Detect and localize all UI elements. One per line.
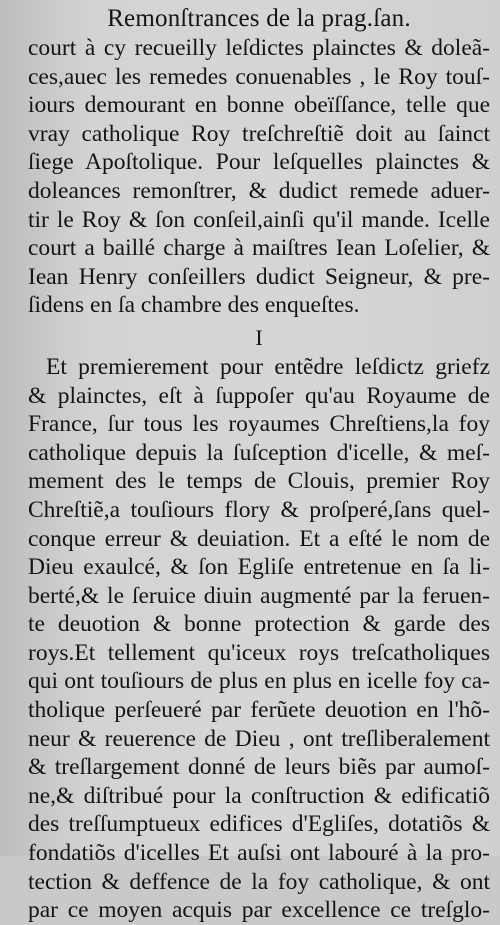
text-line: ſidens en ſa chambre des enqueſtes. — [28, 292, 360, 319]
text-line: mement des le temps de Clouis, premier Roy — [28, 468, 490, 495]
text-line: Dieu exaulcé, & ſon Egliſe entretenue en ſa li- — [28, 554, 490, 581]
text-line: tir le Roy & ſon conſeil,ainſi qu'il mande. Icelle — [28, 206, 490, 233]
section-number: I — [255, 324, 263, 350]
text-line: ne,& diſtribué pour la conſtruction & edificatiõ — [28, 782, 490, 809]
text-line: des treſſumptueux edifices d'Egliſes, dotatiõs & — [28, 811, 490, 838]
text-line: roys.Et tellement qu'iceux roys treſcatholiques — [28, 639, 490, 666]
text-line: Iean Henry conſeillers dudict Seigneur, & pre- — [28, 263, 490, 290]
text-line: qui ont touſiours de plus en plus en icelle foy ca- — [28, 668, 490, 695]
text-line: tection & deffence de la foy catholique, & ont — [28, 868, 490, 895]
text-line: & treſlargement donné de leurs biẽs par aumoſ- — [28, 754, 490, 781]
text-line: court a baillé charge à maiſtres Iean Loſelier, & — [28, 235, 490, 262]
text-line: ces,auec les remedes conuenables , le Roy touſ- — [28, 63, 490, 90]
text-line: Chreſtiẽ,a touſiours flory & proſperé,ſans quel- — [28, 496, 490, 523]
text-line: neur & reuerence de Dieu , ont treſliberalement — [28, 725, 490, 752]
paragraph-1 — [28, 34, 490, 320]
paragraph-2 — [28, 353, 490, 925]
text-line: ſiege Apoſtolique. Pour leſquelles plainctes & — [28, 149, 490, 176]
text-line: berté,& le ſeruice diuin augmenté par la feruen- — [28, 582, 490, 609]
running-head: Remonſtrances de la prag.ſan. — [107, 5, 411, 32]
text-line: doleances remonſtrer, & dudict remede aduer- — [28, 177, 490, 204]
text-line: par ce moyen acquis par excellence ce treſglo- — [28, 897, 490, 924]
text-line: vray catholique Roy treſchreſtiẽ doit au ſainct — [28, 120, 490, 147]
text-line: France, ſur tous les royaumes Chreſtiens,la foy — [28, 411, 490, 438]
text-line: Et premierement pour entẽdre leſdictz griefz — [46, 353, 490, 380]
text-line: court à cy recueilly leſdictes plainctes & doleã- — [28, 35, 490, 61]
text-line: iours demourant en bonne obeïſſance, telle que — [28, 92, 490, 119]
text-line: tholique perſeueré par ferũete deuotion en l'hõ- — [28, 697, 490, 724]
text-line: te deuotion & bonne protection & garde des — [28, 611, 490, 638]
text-line: conque erreur & deuiation. Et a eſté le nom de — [28, 525, 490, 552]
text-line: catholique depuis la ſuſception d'icelle, & meſ- — [28, 439, 490, 466]
text-line: fondatiõs d'icelles Et auſsi ont labouré à la pro- — [28, 840, 490, 867]
text-line: & plainctes, eſt à ſuppoſer qu'au Royaume de — [28, 382, 490, 409]
